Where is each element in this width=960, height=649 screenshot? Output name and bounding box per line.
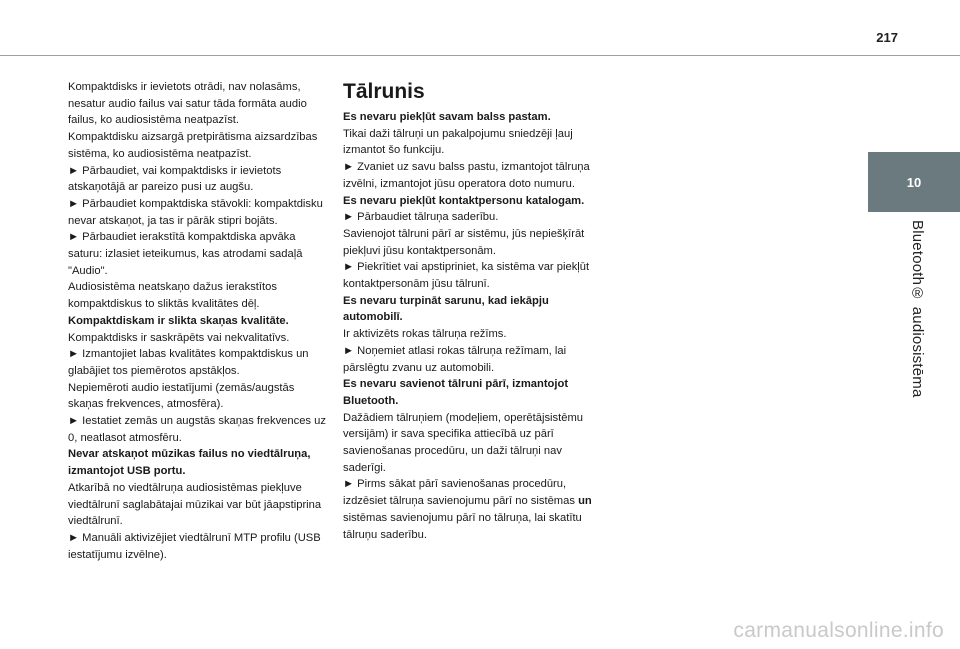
paragraph: ► Pārbaudiet tālruņa saderību. [343,211,499,224]
paragraph: Atkarībā no viedtālruņa audiosistēmas piekļuve viedtālrunī saglabātajai mūzikai var būt jāapstiprina viedtālrunī. [68,481,322,528]
paragraph: ► Manuāli aktivizējiet viedtālrunī MTP profilu (USB iestatījumu izvēlne). [68,531,321,561]
paragraph: Kompaktdisks ir ievietots otrādi, nav nolasāms, nesatur audio failus vai satur tāda formāta audio failus, ko audiosistēma neatpazīst. [68,81,307,127]
paragraph: Nepiemēroti audio iestatījumi (zemās/augstās skaņas frekvences, atmosfēra). [68,381,295,411]
paragraph: Audiosistēma neatskaņo dažus ierakstītos kompaktdiskus to sliktās kvalitātes dēļ. [68,281,277,311]
subheading: Nevar atskaņot mūzikas failus no viedtālruņa, izmantojot USB portu. [68,448,311,478]
paragraph: ► Noņemiet atlasi rokas tālruņa režīmam, lai pārslēgtu zvanu uz automobili. [343,344,567,374]
subheading: Es nevaru savienot tālruni pārī, izmantojot Bluetooth. [343,378,569,407]
chapter-title: Bluetooth® audiosistēma [909,220,926,398]
paragraph-text: ► Pirms sākat pārī savienošanas procedūru, izdzēsiet tālruņa savienojumu pārī no sistēmas [343,478,579,508]
paragraph: Kompaktdisku aizsargā pretpirātisma aizsardzības sistēma, ko audiosistēma neatpazīst. [68,131,318,160]
paragraph: ► Zvaniet uz savu balss pastu, izmantojot tālruņa izvēlni, izmantojot jūsu operatora doto numuru. [343,161,590,190]
page-number: 217 [876,30,898,45]
chapter-number: 10 [906,174,922,190]
paragraph: ► Pārbaudiet kompaktdiska stāvokli: kompaktdisku nevar atskaņot, ja tas ir pārāk stipri bojāts. [68,197,323,227]
left-column [68,79,330,563]
paragraph: Ir aktivizēts rokas tālruņa režīms. [343,328,507,341]
paragraph [343,476,605,543]
subheading: Es nevaru piekļūt savam balss pastam. [343,111,551,123]
paragraph: Savienojot tālruni pārī ar sistēmu, jūs nepiešķīrāt piekļuvi jūsu kontaktpersonām. [343,227,585,257]
subheading: Es nevaru piekļūt kontaktpersonu katalogam. [343,194,585,207]
inline-bold: un [578,495,592,508]
paragraph: ► Piekrītiet vai apstipriniet, ka sistēma var piekļūt kontaktpersonām jūsu tālrunī. [343,261,590,291]
paragraph: ► Pārbaudiet, vai kompaktdisks ir ievietots atskaņotājā ar pareizo pusi uz augšu. [68,164,282,194]
paragraph: Kompaktdisks ir saskrāpēts vai nekvalitatīvs. [68,331,290,344]
paragraph: ► Izmantojiet labas kvalitātes kompaktdiskus un glabājiet tos piemērotos apstākļos. [68,348,309,377]
subheading: Kompaktdiskam ir slikta skaņas kvalitāte. [68,314,289,327]
paragraph: ► Iestatiet zemās un augstās skaņas frekvences uz 0, neatlasot atmosfēru. [68,415,326,444]
paragraph: ► Pārbaudiet ierakstītā kompaktdiska apvāka saturu: izlasiet ieteikumus, kas atrodami sadaļā "Audio". [68,231,303,277]
section-heading: Tālrunis [343,80,425,103]
paragraph: Dažādiem tālruņiem (modeļiem, operētājsistēmu versijām) ir sava specifika attiecībā uz pārī savienošanas procedūru, un daži tālruņi nav saderīgi. [343,411,584,474]
watermark: carmanualsonline.info [733,619,944,642]
subheading: Es nevaru turpināt sarunu, kad iekāpju automobilī. [343,294,549,324]
header-rule [0,55,960,56]
paragraph: Tikai daži tālruņi un pakalpojumu sniedzēji ļauj izmantot šo funkciju. [343,127,573,157]
paragraph-text: sistēmas savienojumu pārī no tālruņa, lai skatītu tālruņu saderību. [343,511,582,541]
right-column [343,79,605,543]
chapter-tab [868,152,960,212]
